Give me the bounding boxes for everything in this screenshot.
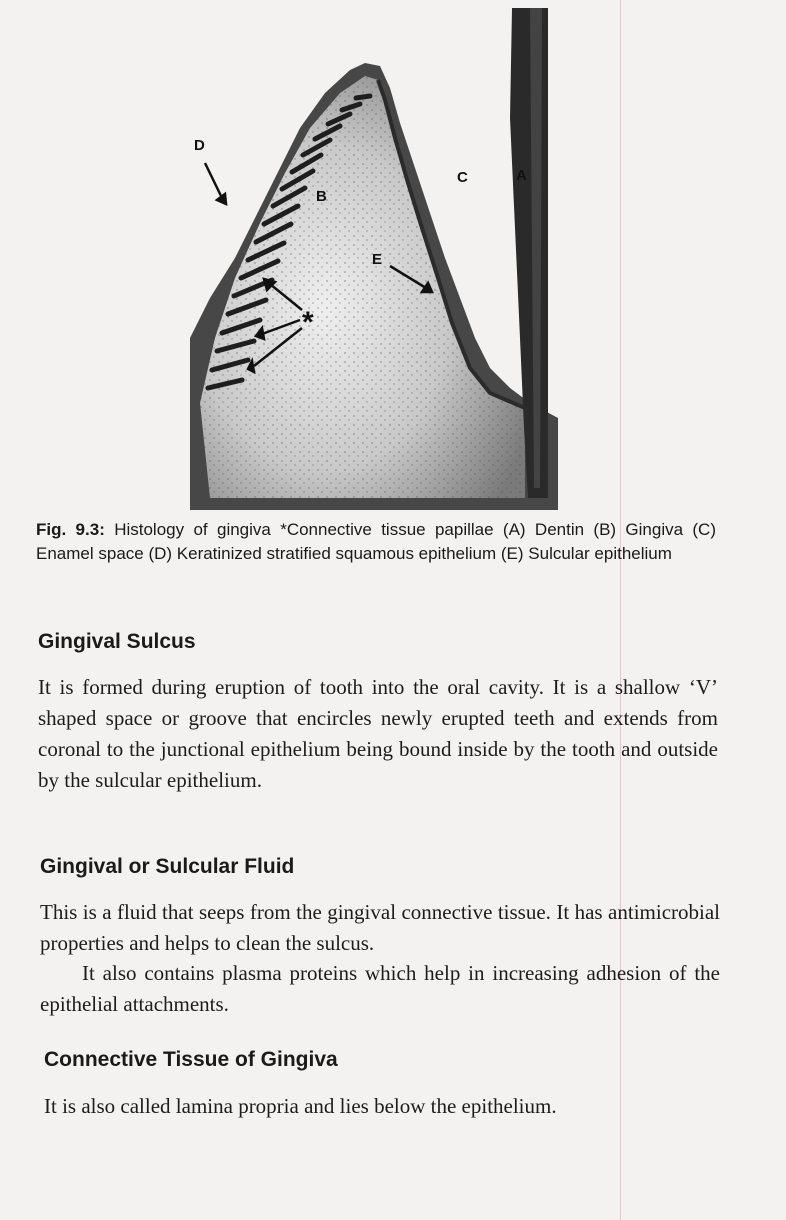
paragraph-sulcular-fluid-1: This is a fluid that seeps from the gingival connective tissue. It has antimicrobial properties and helps to clean the sulcus. — [40, 900, 720, 955]
label-star: * — [302, 306, 314, 339]
label-d: D — [194, 137, 205, 154]
caption-text: Histology of gingiva *Connective tissue papillae (A) Dentin (B) Gingiva (C) Enamel space (D) Keratinized stratified squamous epithelium (E) Sulcular epithelium — [36, 520, 716, 563]
label-e: E — [372, 251, 383, 268]
histology-figure — [190, 8, 558, 510]
paragraph-connective-tissue: It is also called lamina propria and lies below the epithelium. — [44, 1094, 557, 1118]
figure-caption — [36, 518, 716, 566]
paragraph-gingival-sulcus: It is formed during eruption of tooth into the oral cavity. It is a shallow ‘V’ shaped space or groove that encircles newly erupted teeth and extends from coronal to the junctional epithelium being bound inside by the tooth and outside by the sulcular epithelium. — [38, 675, 718, 792]
label-c: C — [457, 169, 468, 186]
caption-label: Fig. 9.3: — [36, 520, 105, 539]
scan-artifact-line — [620, 0, 621, 1220]
heading-sulcular-fluid: Gingival or Sulcular Fluid — [40, 855, 295, 878]
histology-micrograph — [190, 8, 558, 510]
label-b: B — [316, 188, 327, 205]
label-a: A — [516, 167, 527, 184]
heading-gingival-sulcus: Gingival Sulcus — [38, 630, 196, 653]
heading-connective-tissue: Connective Tissue of Gingiva — [44, 1048, 338, 1071]
paragraph-sulcular-fluid-2: It also contains plasma proteins which help in increasing adhesion of the epithelial attachments. — [40, 961, 720, 1016]
